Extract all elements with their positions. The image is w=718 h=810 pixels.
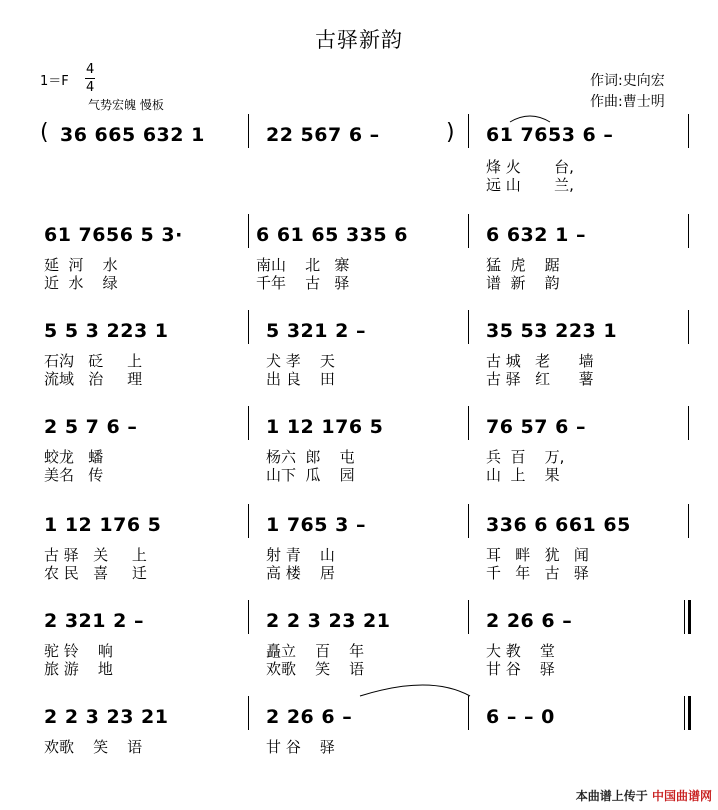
measure: 2 2 3 23 21 — [44, 706, 169, 728]
lyric-line: 石沟 砭 上 — [44, 352, 143, 370]
lyric-line: 近 水 绿 — [44, 274, 118, 292]
lyric-line: 千 年 古 驿 — [486, 564, 589, 582]
repeat-open-paren: ( — [40, 120, 49, 145]
footer-text: 本曲谱上传于 — [575, 789, 648, 803]
measure: 61 7656 5 3· — [44, 224, 183, 246]
lyric-line: 出 良 田 — [266, 370, 335, 388]
lyric-line: 甘 谷 驿 — [486, 660, 555, 678]
lyric-line: 山下 瓜 园 — [266, 466, 355, 484]
slur — [360, 685, 470, 696]
lyric-line: 烽 火 台, — [486, 158, 574, 176]
lyric-line: 射 青 山 — [266, 546, 335, 564]
lyric-line: 高 楼 居 — [266, 564, 335, 582]
measure: 6 632 1 – — [486, 224, 586, 246]
lyricist-credit: 作词:史向宏 — [590, 73, 665, 89]
site-logo: 中国曲谱网 — [651, 789, 712, 803]
lyric-line: 流域 治 理 — [44, 370, 143, 388]
lyric-line: 大 教 堂 — [486, 642, 555, 660]
tempo-marking: 气势宏魄 慢板 — [88, 98, 164, 112]
measure: 1 12 176 5 — [266, 416, 384, 438]
lyric-line: 耳 畔 犹 闻 — [486, 546, 589, 564]
lyric-line: 南山 北 寨 — [256, 256, 350, 274]
lyric-line: 古 驿 关 上 — [44, 546, 147, 564]
lyric-line: 古 城 老 墙 — [486, 352, 594, 370]
measure: 5 5 3 223 1 — [44, 320, 169, 342]
footer-watermark — [576, 787, 712, 804]
measure: 2 321 2 – — [44, 610, 144, 632]
lyric-line: 旅 游 地 — [44, 660, 113, 678]
lyric-line: 延 河 水 — [44, 256, 118, 274]
lyric-line: 欢歌 笑 语 — [266, 660, 365, 678]
measure: 6 – – 0 — [486, 706, 555, 728]
measure: 5 321 2 – — [266, 320, 366, 342]
measure: 2 2 3 23 21 — [266, 610, 391, 632]
lyric-line: 蛟龙 蟠 — [44, 448, 104, 466]
lyric-line: 欢歌 笑 语 — [44, 738, 143, 756]
lyric-line: 远 山 兰, — [486, 176, 574, 194]
lyric-line: 驼 铃 响 — [44, 642, 113, 660]
lyric-line: 犬 孝 天 — [266, 352, 335, 370]
repeat-close-paren: ) — [446, 120, 455, 145]
measure: 36 665 632 1 — [60, 124, 205, 146]
measure: 2 5 7 6 – — [44, 416, 138, 438]
lyric-line: 谱 新 韵 — [486, 274, 560, 292]
measure: 76 57 6 – — [486, 416, 586, 438]
measure: 1 12 176 5 — [44, 514, 162, 536]
composer-credit: 作曲:曹士明 — [590, 94, 665, 110]
time-signature-numerator: 4 — [86, 62, 95, 77]
lyric-line: 杨六 郎 屯 — [266, 448, 355, 466]
lyric-line: 矗立 百 年 — [266, 642, 365, 660]
lyric-line: 山 上 果 — [486, 466, 560, 484]
time-signature-denominator: 4 — [86, 80, 95, 95]
lyric-line: 猛 虎 踞 — [486, 256, 560, 274]
lyric-line: 美名 传 — [44, 466, 104, 484]
lyric-line: 千年 古 驿 — [256, 274, 350, 292]
measure: 22 567 6 – — [266, 124, 380, 146]
lyric-line: 甘 谷 驿 — [266, 738, 335, 756]
measure: 61 7653 6 – — [486, 124, 614, 146]
measure: 2 26 6 – — [266, 706, 353, 728]
lyric-line: 兵 百 万, — [486, 448, 565, 466]
lyric-line: 农 民 喜 迁 — [44, 564, 147, 582]
measure: 2 26 6 – — [486, 610, 573, 632]
slur — [510, 116, 550, 122]
measure: 35 53 223 1 — [486, 320, 618, 342]
key-signature: 1＝F — [40, 74, 69, 89]
measure: 1 765 3 – — [266, 514, 366, 536]
page-title: 古驿新韵 — [315, 28, 403, 52]
measure: 6 61 65 335 6 — [256, 224, 408, 246]
lyric-line: 古 驿 红 薯 — [486, 370, 594, 388]
measure: 336 6 661 65 — [486, 514, 631, 536]
